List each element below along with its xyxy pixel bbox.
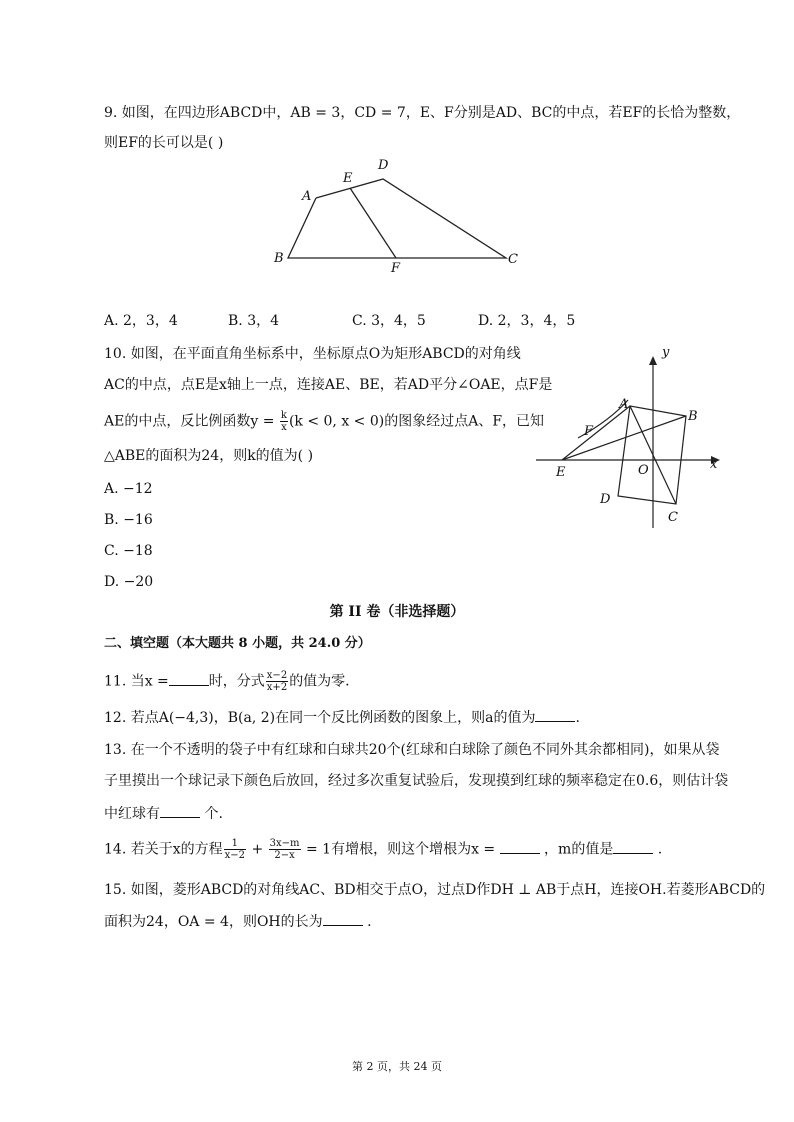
q10-label-c: C [668, 510, 678, 525]
q9-label-b: B [274, 251, 284, 266]
q14-frac1-den: x−2 [224, 850, 246, 861]
q12-answer-blank[interactable] [535, 707, 575, 722]
q13-line3-post: 个. [200, 806, 223, 822]
q10-label-d: D [600, 492, 611, 507]
q14-mid2: ，m的值是 [539, 841, 614, 858]
q11-post: 的值为零. [289, 673, 350, 690]
q10-line3 [104, 410, 544, 433]
q11-answer-blank[interactable] [169, 671, 209, 686]
q14-pre: 14. 若关于x的方程 [104, 841, 223, 858]
section2-title: 二、填空题（本大题共 8 小题，共 24.0 分） [104, 636, 371, 651]
q9-option-d: D. 2，3，4，5 [478, 313, 576, 329]
q15-answer-blank[interactable] [323, 911, 363, 926]
q10-label-x: x [710, 457, 718, 472]
q10-label-b: B [688, 409, 698, 424]
q13-line1: 13. 在一个不透明的袋子中有红球和白球共20个(红球和白球除了颜色不同外其余都相同)，如果从袋 [104, 742, 720, 758]
q10-option-a: A. −12 [104, 481, 153, 497]
q10-line1: 10. 如图，在平面直角坐标系中，坐标原点O为矩形ABCD的对角线 [104, 346, 521, 362]
q10-label-e: E [556, 465, 566, 480]
q9-label-c: C [508, 252, 518, 267]
q14-m-blank[interactable] [613, 839, 653, 854]
q9-label-e: E [343, 171, 353, 186]
q11-frac-num: x−2 [266, 670, 288, 681]
q10-label-y: y [662, 345, 670, 360]
q14-fraction-2 [269, 838, 301, 861]
q14-fraction-1 [224, 838, 246, 861]
q11-line [104, 670, 350, 693]
q15-line2 [104, 911, 372, 932]
q14-root-blank[interactable] [500, 839, 540, 854]
part2-title: 第 II 卷（非选择题） [329, 604, 465, 620]
q9-label-f: F [391, 261, 401, 276]
q15-line1: 15. 如图，菱形ABCD的对角线AC、BD相交于点O，过点D作DH ⊥ AB于点H，连接OH.若菱形ABCD的 [104, 882, 766, 898]
q9-option-c: C. 3，4，5 [352, 313, 426, 329]
q12-pre: 12. 若点A(−4,3)，B(a, 2)在同一个反比例函数的图象上，则a的值为 [104, 710, 536, 726]
q13-line3-pre: 中红球有 [104, 806, 160, 822]
q15-line2-post: . [362, 914, 372, 930]
q13-answer-blank[interactable] [160, 803, 200, 818]
q9-quadrilateral-figure [270, 152, 530, 278]
q10-option-d: D. −20 [104, 574, 154, 590]
q9-label-a: A [302, 189, 312, 204]
page-footer: 第 2 页，共 24 页 [352, 1060, 442, 1073]
q10-line3-pre: AE的中点，反比例函数y = [104, 413, 279, 430]
q10-frac-den: x [281, 422, 287, 433]
q10-fraction [280, 410, 288, 433]
q11-fraction [266, 670, 288, 693]
q9-line1: 9. 如图，在四边形ABCD中，AB = 3，CD = 7，E、F分别是AD、BC的中点，若EF的长恰为整数， [104, 105, 741, 121]
q9-label-d: D [378, 158, 389, 173]
q10-option-b: B. −16 [104, 512, 153, 528]
q10-line2: AC的中点，点E是x轴上一点，连接AE、BE，若AD平分∠OAE，点F是 [104, 377, 553, 393]
q11-frac-den: x+2 [266, 682, 288, 693]
q10-label-o: O [638, 463, 649, 478]
q13-line3 [104, 803, 223, 824]
q10-coordinate-figure [530, 340, 730, 532]
q14-frac2-num: 3x−m [269, 838, 300, 849]
q9-option-b: B. 3，4 [228, 313, 280, 329]
q14-frac1-num: 1 [224, 838, 246, 850]
q14-plus: + [247, 841, 268, 858]
q14-frac2-den: 2−x [274, 850, 295, 861]
q14-mid: = 1有增根，则这个增根为x = [301, 841, 500, 858]
q14-line [104, 838, 662, 861]
q10-label-a: A [619, 397, 629, 412]
q10-option-c: C. −18 [104, 543, 153, 559]
q9-option-a: A. 2，3，4 [104, 313, 178, 329]
q10-label-f: F [584, 424, 594, 439]
q10-line4: △ABE的面积为24，则k的值为( ) [104, 448, 314, 464]
q12-line [104, 707, 580, 728]
q10-line3-post: (k < 0, x < 0)的图象经过点A、F，已知 [288, 413, 545, 430]
q14-post: . [653, 841, 663, 858]
q11-pre: 11. 当x = [104, 673, 169, 690]
q12-post: . [575, 710, 580, 726]
q11-mid: 时，分式 [208, 673, 265, 690]
q13-line2: 子里摸出一个球记录下颜色后放回，经过多次重复试验后，发现摸到红球的频率稳定在0.6，则估计袋 [104, 773, 729, 789]
q10-frac-num: k [280, 410, 287, 421]
q15-line2-pre: 面积为24，OA = 4，则OH的长为 [104, 914, 323, 930]
q9-line2: 则EF的长可以是( ) [104, 135, 224, 151]
